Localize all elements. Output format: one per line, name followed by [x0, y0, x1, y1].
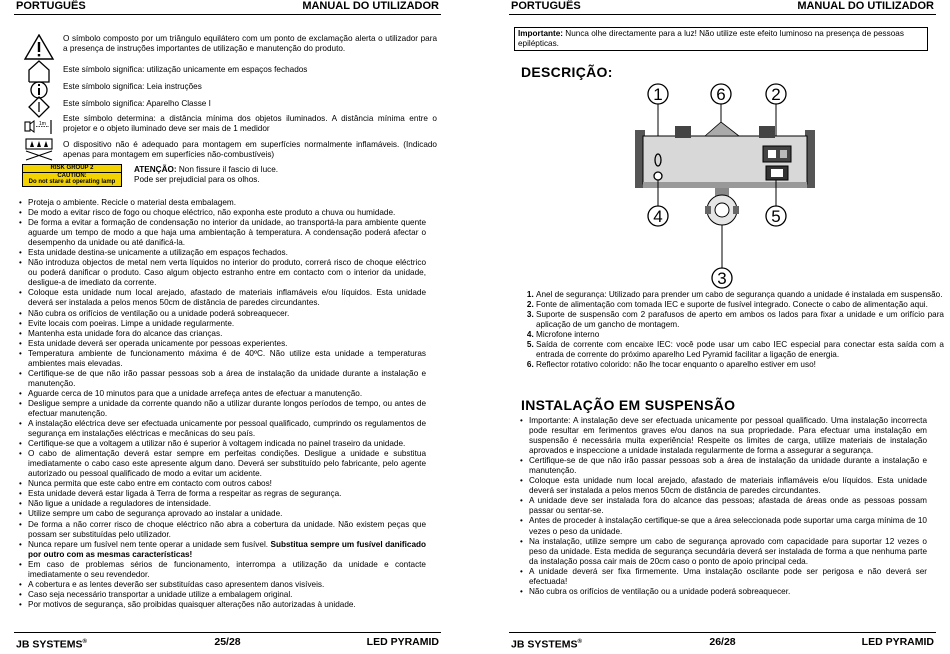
- fuse-text: Nunca repare um fusível nem tente operar a unidade sem fusível.: [28, 539, 271, 549]
- installation-bullet-list: [519, 416, 927, 597]
- page-number: 26/28: [709, 636, 736, 648]
- header-title: MANUAL DO UTILIZADOR: [797, 0, 934, 12]
- risk-group-title: RISK GROUP 2: [23, 165, 121, 173]
- list-item: • Antes de proceder à instalação certifique-se que a área seleccionada pode suportar uma carga mínima de 10 vezes o peso da unidade.: [519, 516, 927, 536]
- list-item: • Esta unidade deverá ser operada unicamente por pessoas experientes.: [18, 339, 426, 349]
- list-item: • Desligue sempre a unidade da corrente quando não a utilizar durante longos períodos de tempo, ou antes de efectuar manutenção.: [18, 399, 426, 419]
- reflector: [705, 122, 739, 136]
- brand-name: JB SYSTEMS: [511, 638, 578, 651]
- list-item: • Certifique-se de que não irão passar pessoas sob a área de instalação da unidade durante a instalação e manutenção.: [519, 456, 927, 476]
- list-item: • Não ligue a unidade a reguladores de intensidade.: [18, 499, 426, 509]
- page-header: [14, 0, 441, 15]
- label-3-text: 3: [717, 269, 727, 288]
- warning-label: ATENÇÃO:: [134, 165, 177, 174]
- header-title: MANUAL DO UTILIZADOR: [302, 0, 439, 12]
- list-item: • Em caso de problemas sérios de funcionamento, interrompa a utilização da unidade e contacte imediatamente o seu revendedor.: [18, 560, 426, 580]
- flammable-surface-icon: [22, 137, 56, 161]
- housing-base: [643, 182, 807, 188]
- list-item: • Caso seja necessário transportar a unidade utilize a embalagem original.: [18, 590, 426, 600]
- symbol-text-flammable: O dispositivo não é adequado para montagem em superfícies normalmente inflamáveis. (Indicado apenas para montagem em superfícies não-combustíveis): [63, 140, 437, 159]
- warning-triangle-icon: [22, 34, 56, 60]
- list-item: • A unidade deve ser instalada fora do alcance das pessoas; afastada de áreas onde as pessoas possam passar ou sentar-se.: [519, 496, 927, 516]
- page-number: 25/28: [214, 636, 241, 648]
- left-page: [0, 0, 455, 654]
- fuse-holder: [780, 150, 787, 158]
- page-footer: [14, 632, 441, 651]
- symbol-text-class: Este símbolo significa: Aparelho Classe I: [63, 99, 211, 108]
- list-item: 4. Microfone interno: [536, 330, 944, 340]
- list-item: • Proteja o ambiente. Recicle o material desta embalagem.: [18, 198, 426, 208]
- label-5: [766, 206, 786, 226]
- list-item: • Aguarde cerca de 10 minutos para que a unidade arrefeça antes de efectuar a manutenção.: [18, 389, 426, 399]
- right-page: [495, 0, 950, 654]
- footer-product: LED PYRAMID: [366, 636, 439, 648]
- registered-mark: ®: [82, 639, 87, 645]
- label-3: [712, 268, 732, 288]
- symbol-text-distance: Este símbolo determina: a distância mínima dos objetos iluminados. A distância mínima entre o projetor e o objeto iluminado deve ser mais de 1 medidor: [63, 114, 437, 133]
- warning-line-2: Pode ser prejudicial para os olhos.: [134, 175, 260, 184]
- list-item: • Coloque esta unidade num local arejado, afastado de materiais inflamáveis e/ou líquidos. Esta unidade deverá ser instalada a pelos menos 50cm de distância de paredes circundantes.: [18, 288, 426, 308]
- list-item: • Na instalação, utilize sempre um cabo de segurança aprovado com capacidade para suportar 12 vezes o peso da unidade. Esta medida de segurança secundária deverá ser instalada de forma a que nenhuma parte da instalação possa cair mais de 20cm caso o ponto de apoio principal ceda.: [519, 537, 927, 567]
- list-item: 5. Saída de corrente com encaixe IEC: você pode usar um cabo IEC especial para conectar esta saída com a entrada de corrente do próximo aparelho Led Pyramid facilitar a ligação de energia.: [536, 340, 944, 360]
- list-item: • Não cubra os orifícios de ventilação ou a unidade poderá sobreaquecer.: [519, 587, 927, 597]
- list-item: 3. Suporte de suspensão com 2 parafusos de aperto em ambos os lados para fixar a unidade e um orifício para aplicação de um gancho de montagem.: [536, 310, 944, 330]
- list-item: 2. Fonte de alimentação com tomada IEC e suporte de fusível integrado. Conecte o cabo de alimentação aqui.: [536, 300, 944, 310]
- list-item-fuse: [18, 540, 426, 560]
- page-header: [509, 0, 936, 15]
- description-heading: DESCRIÇÃO:: [521, 64, 613, 80]
- list-item: • De forma a evitar a formação de condensação no interior da unidade, ao transportá-la para ambiente quente aguarde um tempo de modo a que haja uma ambientação à temperatura. A condensação poderá afectar o desempenho da unidade ou até danificá-la.: [18, 218, 426, 248]
- list-item: • Importante: A instalação deve ser efectuada unicamente por pessoal qualificado. Uma instalação incorrecta pode resultar em ferimentos graves e/ou danos na sua propriedade. Para efectuar uma instalação em suspensão é necessária muita experiência! Respeite os limites de carga, utilize materiais de instalação aprovados e inspeccione a unidade instalada regularmente de forma a assegurar a segurança.: [519, 416, 927, 456]
- list-item: • A unidade deverá ser fixa firmemente. Uma instalação oscilante pode ser perigosa e não deverá ser efectuada!: [519, 567, 927, 587]
- list-item: • Coloque esta unidade num local arejado, afastado de materiais inflamáveis e/ou líquidos. Esta unidade deverá ser instalada a pelos menos 50cm de distância de paredes circundantes.: [519, 476, 927, 496]
- bracket-hole: [715, 203, 729, 217]
- outlet-socket: [771, 169, 783, 177]
- top-bracket-right: [759, 126, 775, 138]
- page-footer: [509, 632, 936, 651]
- important-notice-box: [514, 27, 928, 51]
- warning-line-1: Non fissure il fascio di luce.: [176, 165, 279, 174]
- header-language: PORTUGUÊS: [16, 0, 86, 12]
- symbol-text-read: Este símbolo significa: Leia instruções: [63, 82, 202, 91]
- distance-label: 1m: [39, 121, 46, 127]
- footer-product: LED PYRAMID: [861, 636, 934, 648]
- list-item: • O cabo de alimentação deverá estar sempre em perfeitas condições. Desligue a unidade e substitua imediatamente o cabo caso este apresente algum dano. Deverá ser substituído pelo fabricante, pelo agente autorizado ou pessoal qualificado de modo a evitar um acidente.: [18, 449, 426, 479]
- list-item: 6. Reflector rotativo colorido: não lhe tocar enquanto o aparelho estiver em uso!: [536, 360, 944, 370]
- list-item: • Evite locais com poeiras. Limpe a unidade regularmente.: [18, 319, 426, 329]
- risk-group-badge: [22, 164, 122, 187]
- registered-mark: ®: [577, 639, 582, 645]
- label-4-text: 4: [653, 207, 663, 226]
- label-2-text: 2: [771, 85, 781, 104]
- header-language: PORTUGUÊS: [511, 0, 581, 12]
- top-bracket-left: [675, 126, 691, 138]
- list-item: • Temperatura ambiente de funcionamento máxima é de 40ºC. Não utilize esta unidade a temperaturas ambientes mais elevadas.: [18, 349, 426, 369]
- symbol-text-warning: O símbolo composto por um triângulo equilátero com um ponto de exclamação alerta o utilizador para a presença de instruções importantes de utilização e manutenção do produto.: [63, 34, 437, 53]
- list-item: • Nunca permita que este cabo entre em contacto com outros cabos!: [18, 479, 426, 489]
- list-item: • Esta unidade deverá estar ligada à Terra de forma a respeitar as regras de segurança.: [18, 489, 426, 499]
- safety-bullet-list: [18, 198, 426, 610]
- list-item: 1. Anel de segurança: Utilizado para prender um cabo de segurança quando a unidade é instalada em suspensão.: [536, 290, 944, 300]
- description-list: [519, 290, 944, 370]
- symbol-text-indoor: Este símbolo significa: utilização unicamente em espaços fechados: [63, 65, 308, 74]
- label-6-text: 6: [716, 85, 726, 104]
- risk-caution: CAUTION:: [57, 172, 87, 179]
- list-item: • Não cubra os orifícios de ventilação ou a unidade poderá sobreaquecer.: [18, 309, 426, 319]
- important-label: Importante:: [518, 29, 564, 38]
- list-item: • Não introduza objectos de metal nem verta líquidos no interior do produto, correrá risco de choque eléctrico ou poderá danificar o produto. Caso algum objecto estranho entre em contacto com o interior da unidade, desligue-a de imediato da corrente.: [18, 258, 426, 288]
- label-5-text: 5: [771, 207, 781, 226]
- list-item: • Utilize sempre um cabo de segurança aprovado ao instalar a unidade.: [18, 509, 426, 519]
- product-diagram: [635, 82, 815, 290]
- list-item: • Certifique-se de que não irão passar pessoas sob a área de instalação da unidade durante a instalação e manutenção.: [18, 369, 426, 389]
- risk-caution-text: Do not stare at operating lamp: [28, 179, 116, 186]
- installation-heading: INSTALAÇÃO EM SUSPENSÃO: [521, 397, 736, 413]
- label-2: [766, 84, 786, 104]
- fuse-text-bold: Substitua sempre um fusível danificado por outro com as mesmas características!: [28, 539, 427, 559]
- label-4: [648, 206, 668, 226]
- label-6: [711, 84, 731, 104]
- inlet-socket: [768, 150, 776, 158]
- important-text: Nunca olhe directamente para a luz! Não utilize este efeito luminoso na presença de pessoas epilépticas.: [518, 29, 904, 48]
- list-item: • De modo a evitar risco de fogo ou choque eléctrico, não exponha este produto a chuva ou humidade.: [18, 208, 426, 218]
- list-item: • De forma a não correr risco de choque eléctrico não abra a cobertura da unidade. Não existem peças que possam ser substituídas pelo utilizador.: [18, 520, 426, 540]
- bracket-knob-right: [733, 206, 739, 214]
- list-item: • Esta unidade destina-se unicamente a utilização em espaços fechados.: [18, 248, 426, 258]
- list-item: • Por motivos de segurança, são proibidas quaisquer alterações não autorizadas à unidade.: [18, 600, 426, 610]
- bracket-knob-left: [705, 206, 711, 214]
- label-1-text: 1: [653, 85, 663, 104]
- list-item: • A instalação eléctrica deve ser efectuada unicamente por pessoal qualificado, cumprindo os regulamentos de segurança em instalações eléctricas e mecânicas do seu país.: [18, 419, 426, 439]
- light-warning: [134, 165, 278, 185]
- list-item: • Mantenha esta unidade fora do alcance das crianças.: [18, 329, 426, 339]
- list-item: • A cobertura e as lentes deverão ser substituídas caso apresentem danos visíveis.: [18, 580, 426, 590]
- brand-name: JB SYSTEMS: [16, 638, 83, 651]
- list-item: • Certifique-se que a voltagem a utilizar não é superior à voltagem indicada no painel traseiro da unidade.: [18, 439, 426, 449]
- label-1: [648, 84, 668, 104]
- microphone: [654, 172, 662, 180]
